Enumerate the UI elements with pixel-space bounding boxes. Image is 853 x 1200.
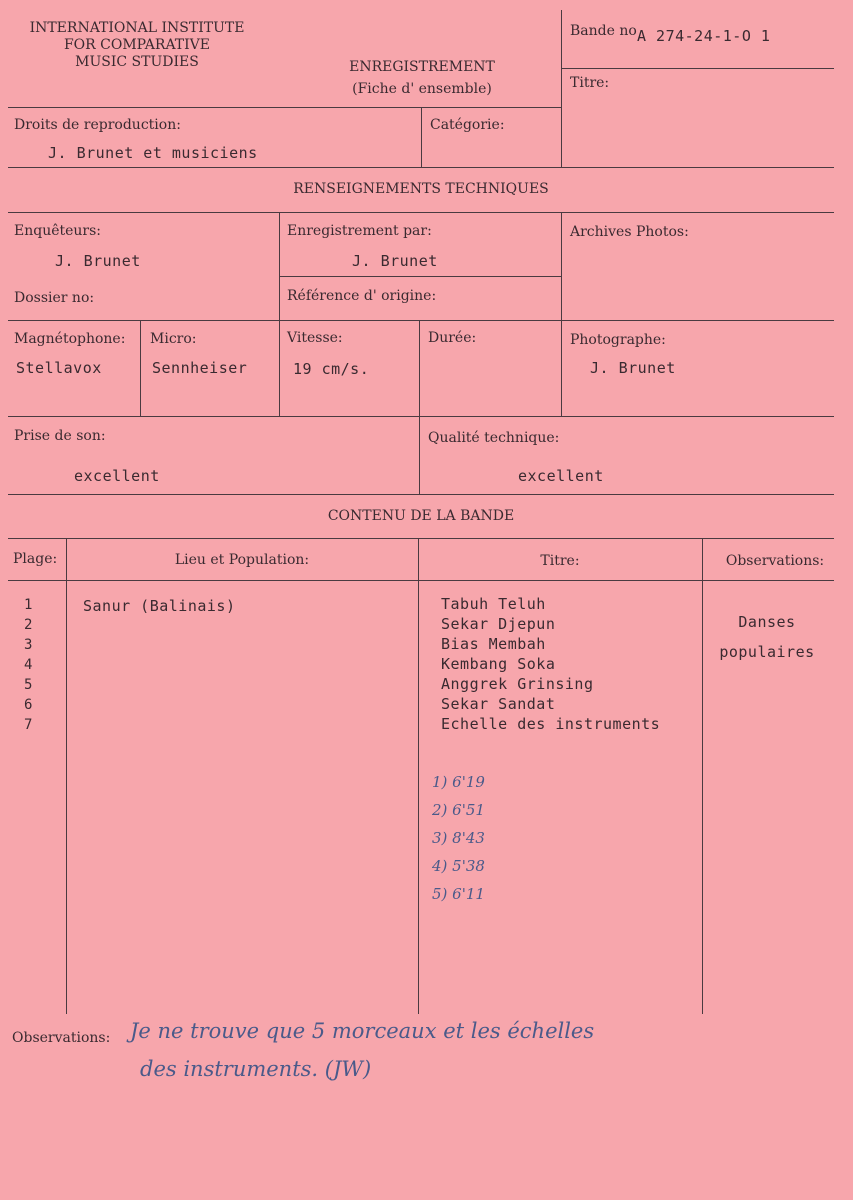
observations-line1: Je ne trouve que 5 morceaux et les échelles [130,1019,595,1043]
col-lieu: Lieu et Population: [174,552,310,568]
section-title-contents: CONTENU DE LA BANDE [327,508,515,524]
photographe-value: J. Brunet [590,359,676,377]
plage-number: 1 [24,597,33,613]
dossier-label: Dossier no: [14,290,95,306]
rule [562,68,834,69]
reference-label: Référence d' origine: [287,288,437,304]
institute-line: FOR COMPARATIVE [63,37,211,53]
titre-list [441,595,660,735]
institute-line: INTERNATIONAL INSTITUTE [29,20,245,36]
titre-item: Sekar Djepun [441,615,556,633]
titre-item: Echelle des instruments [441,715,661,733]
rights-label: Droits de reproduction: [14,117,181,133]
duration-item: 5) 6'11 [432,885,485,903]
duration-item: 2) 6'51 [432,801,485,819]
lieu-value: Sanur (Balinais) [83,597,236,615]
duration-item: 3) 8'43 [432,829,485,847]
rule [702,538,703,1014]
titre-item: Kembang Soka [441,655,556,673]
enqueteurs-value: J. Brunet [55,252,141,270]
titre-item: Tabuh Teluh [441,595,546,613]
magneto-value: Stellavox [16,359,102,377]
form-subtitle: (Fiche d' ensemble) [352,81,492,97]
rule [421,107,422,167]
duree-label: Durée: [428,330,477,346]
plage-number: 4 [24,657,33,673]
prise-value: excellent [74,467,160,485]
rule [8,580,834,581]
plage-number: 7 [24,717,33,733]
rule [8,538,834,539]
rights-value: J. Brunet et musiciens [48,144,258,162]
rule [419,416,420,494]
categorie-label: Catégorie: [430,117,505,133]
titre-item: Bias Membah [441,635,546,653]
section-title-technical: RENSEIGNEMENTS TECHNIQUES [293,181,549,197]
enregistrement-label: Enregistrement par: [287,223,432,239]
rule [8,212,834,213]
qualite-value: excellent [518,467,604,485]
enregistrement-value: J. Brunet [352,252,438,270]
rule [419,320,420,416]
prise-label: Prise de son: [14,428,106,444]
institute-line: MUSIC STUDIES [75,54,199,70]
titre-label: Titre: [570,75,610,91]
obs-populaires: populaires [719,643,815,661]
rule [8,107,561,108]
plage-number: 3 [24,637,33,653]
duration-item: 4) 5'38 [432,857,485,875]
vitesse-value: 19 cm/s. [293,360,370,378]
vitesse-label: Vitesse: [287,330,343,346]
form-title: ENREGISTREMENT [349,59,495,75]
col-titre: Titre: [540,553,580,569]
titre-item: Anggrek Grinsing [441,675,594,693]
plage-number: 2 [24,617,33,633]
micro-label: Micro: [150,331,197,347]
rule [279,212,280,416]
observations-line2: des instruments. (JW) [140,1057,372,1081]
rule [418,538,419,1014]
obs-danses: Danses [738,613,796,631]
duration-item: 1) 6'19 [432,773,485,791]
rule [8,494,834,495]
observations-label: Observations: [12,1030,111,1046]
rule [561,212,562,416]
handwritten-durations [432,768,485,908]
col-observations: Observations: [725,553,825,569]
institute-name [12,20,262,71]
rule [8,167,834,168]
magneto-label: Magnétophone: [14,331,126,347]
bande-label: Bande no [570,23,637,39]
archives-label: Archives Photos: [570,224,689,240]
col-plage: Plage: [13,551,58,567]
photographe-label: Photographe: [570,332,666,348]
rule [66,538,67,1014]
rule [8,320,834,321]
bande-value: A 274-24-1-O 1 [637,27,771,45]
rule [561,10,562,167]
plage-number: 6 [24,697,33,713]
rule [279,276,561,277]
qualite-label: Qualité technique: [428,430,560,446]
titre-item: Sekar Sandat [441,695,556,713]
rule [8,416,834,417]
plage-list [24,596,33,736]
micro-value: Sennheiser [152,359,248,377]
enqueteurs-label: Enquêteurs: [14,223,102,239]
plage-number: 5 [24,677,33,693]
rule [140,320,141,416]
